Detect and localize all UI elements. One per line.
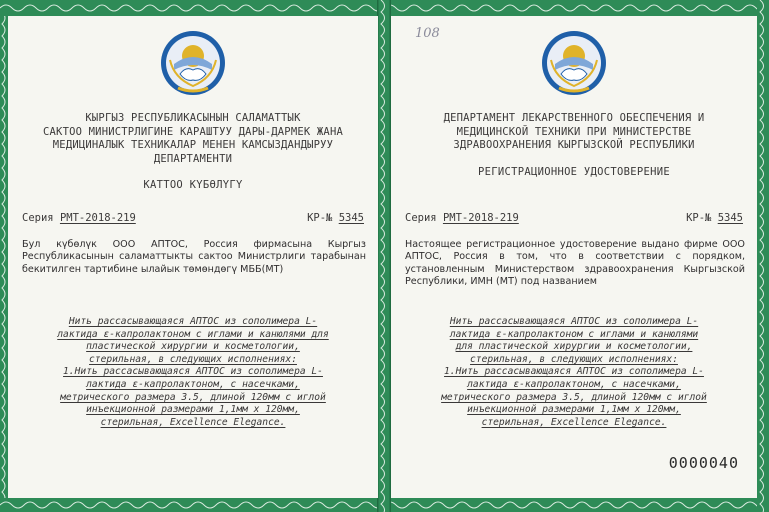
handwritten-number: 108: [415, 26, 440, 41]
right-border: [757, 0, 769, 512]
series-label: Серия: [22, 212, 54, 224]
product-line: инъекционной размерами 1,1мм х 120мм,: [467, 404, 681, 416]
document-title: РЕГИСТРАЦИОННОЕ УДОСТОВЕРЕНИЕ: [477, 166, 671, 178]
authority-line: САКТОО МИНИСТРЛИГИНЕ КАРАШТУУ ДАРЫ-ДАРМЕК ЖАНА: [43, 125, 343, 138]
product-line: стерильная, в следующих исполнениях:: [470, 353, 678, 365]
product-line: метрического размера 3.5, длиной 120мм с иглой: [60, 391, 326, 403]
product-line: лактида ε-капролактоном, с насечками,: [467, 378, 681, 390]
authority-header: [18, 112, 368, 166]
product-description: [30, 316, 356, 429]
body-paragraph: Бул күбөлүк ООО АПТОС, Россия фирмасына Кыргыз Республикасынын саламаттыкты сактоо Министрлиги тарабынан бекитилген тартибине ылайык төмөндөгү МББ(МТ): [22, 239, 366, 275]
product-line: Нить рассасывающаяся АПТОС из сополимера L-: [449, 316, 699, 327]
state-emblem-icon: [160, 30, 226, 96]
state-emblem-icon: [541, 30, 607, 96]
product-line: для пластической хирургии и косметологии,: [455, 341, 693, 353]
product-line: стерильная, Excellence Elegance.: [481, 416, 667, 428]
authority-header: [401, 112, 747, 153]
authority-line: МЕДИЦИНАЛЫК ТЕХНИКАЛАР МЕНЕН КАМСЫЗДАНДЫРУУ: [52, 139, 334, 151]
product-line: стерильная, в следующих исполнениях:: [89, 353, 297, 365]
authority-line: ДЕПАРТАМЕНТ ЛЕКАРСТВЕННОГО ОБЕСПЕЧЕНИЯ И: [443, 112, 705, 124]
product-description: [413, 316, 735, 429]
product-line: лактида ε-капролактоном с иглами и канюлями: [449, 328, 699, 340]
number-label: КР-№: [686, 212, 712, 224]
product-line: пластической хирургии и косметологии,: [86, 341, 300, 353]
authority-line: МЕДИЦИНСКОЙ ТЕХНИКИ ПРИ МИНИСТЕРСТВЕ: [456, 125, 692, 138]
russian-page: [391, 16, 757, 498]
product-line: лактида ε-капролактоном с иглами и канюлями для: [57, 328, 329, 340]
number-value: 5345: [717, 212, 743, 224]
series-value: РМТ-2018-219: [442, 212, 519, 224]
body-paragraph: Настоящее регистрационное удостоверение выдано фирме ООО АПТОС, Россия в том, что в соответствии с порядком, установленным Министерством здравоохранения Кыргызской Республики, ИМН (МТ) под названием: [405, 239, 745, 288]
series-value: РМТ-2018-219: [59, 212, 136, 224]
product-line: 1.Нить рассасывающаяся АПТОС из сополимера L-: [63, 366, 323, 378]
number-label: КР-№: [307, 212, 333, 224]
series-label: Серия: [405, 212, 437, 224]
kyrgyz-page: [8, 16, 378, 498]
authority-line: КЫРГЫЗ РЕСПУБЛИКАСЫНЫН САЛАМАТТЫК: [85, 112, 301, 124]
product-line: Нить рассасывающаяся АПТОС из сополимера L-: [68, 316, 318, 327]
number-value: 5345: [338, 212, 364, 224]
product-line: лактида ε-капролактоном, с насечками,: [86, 378, 300, 390]
authority-line: ЗДРАВООХРАНЕНИЯ КЫРГЫЗСКОЙ РЕСПУБЛИКИ: [453, 139, 695, 151]
document-title: КАТТОО КҮБӨЛҮГҮ: [143, 179, 243, 191]
authority-line: ДЕПАРТАМЕНТИ: [153, 152, 233, 165]
product-line: 1.Нить рассасывающаяся АПТОС из сополимера L-: [444, 366, 704, 378]
series-row: [405, 212, 743, 224]
product-line: стерильная, Excellence Elegance.: [100, 416, 286, 428]
product-line: метрического размера 3.5, длиной 120мм с иглой: [441, 391, 707, 403]
serial-number: 0000040: [668, 454, 739, 472]
product-line: инъекционной размерами 1,1мм х 120мм,: [86, 404, 300, 416]
center-border: [377, 0, 391, 512]
series-row: [22, 212, 364, 224]
